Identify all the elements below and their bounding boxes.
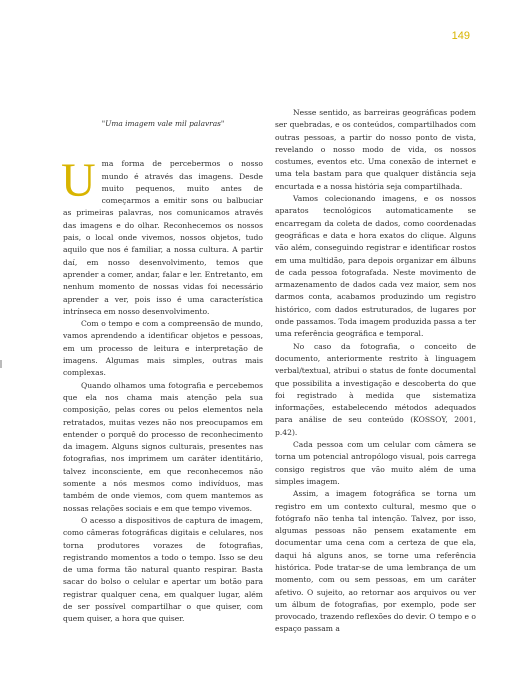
paragraph-1-text: ma forma de percebermos o nosso mundo é através das imagens. Desde muito pequenos, muito antes de começarmos a emitir sons ou balbuciar as primeiras palavras, nos comunicamos através das imagens e do olhar. Reconhecemos os nossos pais, o local onde vivemos, nossos objetos, tudo aquilo que nos é familiar, a nossa cultura. A partir daí, em nosso desenvolvimento, temos que aprender a comer, andar, falar e ler. Entretanto, em nenhum momento de nossas vidas foi necessário aprender a ver, pois isso é uma característica intrínseca em nosso desenvolvimento. — [63, 159, 263, 316]
paragraph-8: Cada pessoa com um celular com câmera se torna um potencial antropólogo visual, pois carrega consigo registros que vão muito além de uma simples imagem. — [275, 440, 476, 486]
paragraph-4: O acesso a dispositivos de captura de imagem, como câmeras fotográficas digitais e celulares, nos torna produtores vorazes de fotografias, registrando momentos a todo o tempo. Isso se deu de uma forma tão natural quanto respirar. Basta sacar do bolso o celular e apertar um botão para registrar qualquer cena, em qualquer lugar, além de ser possível compartilhar o que quiser, com quem quiser, a hora que quiser. — [63, 515, 263, 624]
margin-mark — [0, 360, 2, 368]
paragraph-3: Quando olhamos uma fotografia e percebemos que ela nos chama mais atenção pela sua composição, pelas cores ou pelos elementos nela retratados, muitas vezes não nos preocupamos em entender o porquê do processo de reconhecimento da imagem. Alguns signos culturais, presentes nas fotografias, nos imprimem um caráter identitário, talvez inconsciente, em que reconhecemos não somente a nós mesmos como indivíduos, mas também de onde viemos, com quem mantemos as nossas relações sociais e em que tempo vivemos. — [63, 380, 263, 513]
paragraph-2: Com o tempo e com a compreensão de mundo, vamos aprendendo a identificar objetos e pessoas, em um processo de leitura e interpretação de imagens. Algumas mais simples, outras mais complexas. — [63, 319, 263, 378]
drop-cap: U — [61, 154, 96, 208]
paragraph-1 — [61, 154, 263, 318]
left-column — [63, 118, 263, 626]
right-column — [275, 107, 476, 636]
paragraph-7: No caso da fotografia, o conceito de documento, anteriormente restrito à linguagem verbal/textual, atribui o status de fonte documental que possibilita a investigação e descoberta do que foi registrado à medida que sistematiza informações, estabelecendo métodos adequados para análise de seu conteúdo (KOSSOY, 2001, p.42). — [275, 341, 476, 437]
paragraph-6: Vamos colecionando imagens, e os nossos aparatos tecnológicos automaticamente se encarregam da coleta de dados, como coordenadas geográficas e data e hora exatos do clique. Alguns vão além, conseguindo registrar e identificar rostos em uma multidão, para depois organizar em álbuns de cada pessoa fotografada. Neste movimento de armazenamento de dados cada vez maior, sem nos darmos conta, acabamos produzindo um registro histórico, com dados estruturados, de lugares por onde passamos. Toda imagem produzida passa a ter uma referência geográfica e temporal. — [275, 194, 476, 339]
page-number: 149 — [451, 30, 470, 42]
epigraph: "Uma imagem vale mil palavras" — [101, 119, 225, 128]
paragraph-5: Nesse sentido, as barreiras geográficas podem ser quebradas, e os conteúdos, compartilhados com outras pessoas, a partir do nosso ponto de vista, revelando o nosso modo de vida, os nossos costumes, eventos etc. Uma conexão de internet e uma tela bastam para que qualquer distância seja encurtada e a nossa história seja compartilhada. — [275, 108, 476, 191]
paragraph-9: Assim, a imagem fotográfica se torna um registro em um contexto cultural, mesmo que o fotógrafo não tenha tal intenção. Talvez, por isso, algumas pessoas não pensem exatamente em documentar uma cena com a certeza de que ela, daqui há alguns anos, se torne uma referência histórica. Pode tratar-se de uma lembrança de um momento, com ou sem pessoas, em um caráter afetivo. O sujeito, ao retornar aos arquivos ou ver um álbum de fotografias, por exemplo, pode ser provocado, trazendo reflexões do devir. O tempo e o espaço passam a — [275, 489, 477, 634]
